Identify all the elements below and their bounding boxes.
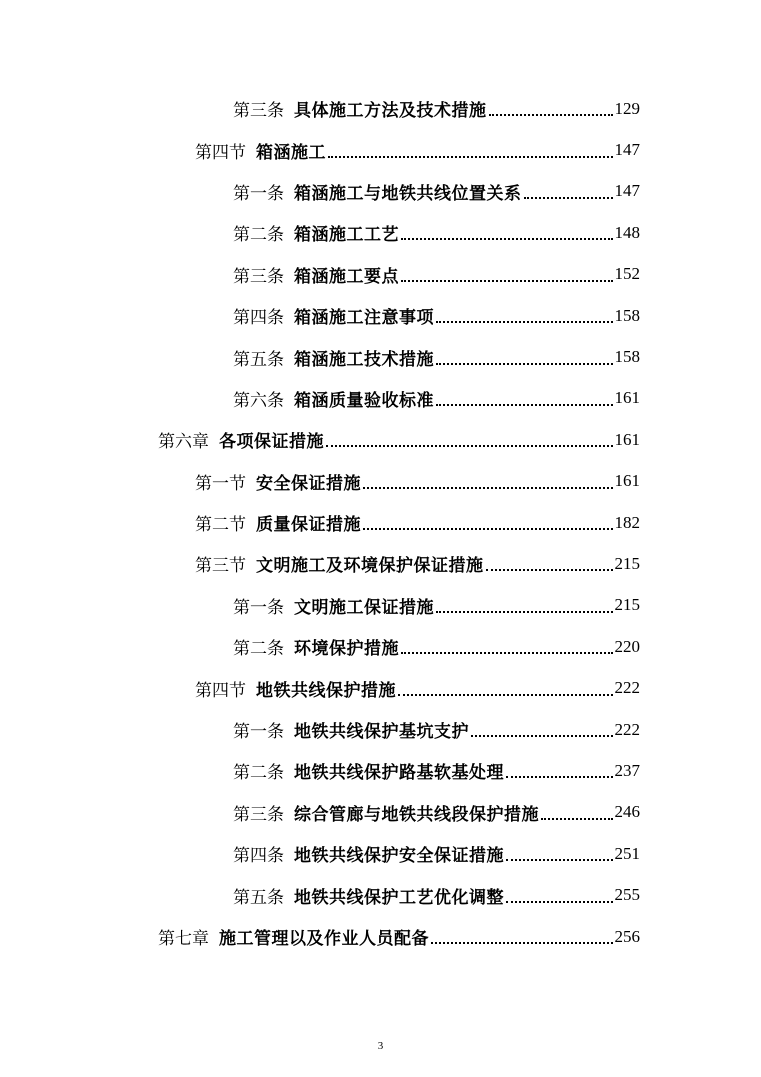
toc-entry-title: 箱涵施工要点 bbox=[294, 266, 399, 287]
toc-entry[interactable] bbox=[0, 336, 761, 377]
toc-entry[interactable] bbox=[0, 626, 761, 667]
dot-leader bbox=[506, 858, 613, 861]
toc-entry[interactable] bbox=[0, 874, 761, 915]
toc-entry-number: 第三条 bbox=[233, 266, 284, 287]
toc-entry-number: 第五条 bbox=[233, 887, 284, 908]
dot-leader bbox=[436, 610, 613, 613]
toc-entry-title: 环境保护措施 bbox=[294, 639, 399, 660]
toc-entry-page: 215 bbox=[614, 595, 640, 615]
toc-entry-number: 第一条 bbox=[233, 597, 284, 618]
toc-entry-number: 第二节 bbox=[195, 515, 246, 536]
toc-entry-title: 具体施工方法及技术措施 bbox=[294, 101, 487, 122]
toc-entry-number: 第三条 bbox=[233, 101, 284, 122]
toc-entry-title: 地铁共线保护安全保证措施 bbox=[294, 846, 504, 867]
dot-leader bbox=[471, 734, 613, 737]
toc-entry-title: 安全保证措施 bbox=[256, 473, 361, 494]
dot-leader bbox=[436, 403, 613, 406]
dot-leader bbox=[401, 279, 613, 282]
toc-entry-page: 161 bbox=[614, 471, 640, 491]
toc-entry[interactable] bbox=[0, 419, 761, 460]
toc-entry-page: 222 bbox=[614, 719, 640, 739]
toc-entry-number: 第四条 bbox=[233, 846, 284, 867]
dot-leader bbox=[363, 527, 613, 530]
dot-leader bbox=[401, 651, 613, 654]
toc-entry-page: 147 bbox=[614, 181, 640, 201]
toc-entry[interactable] bbox=[0, 88, 761, 129]
toc-entry[interactable] bbox=[0, 667, 761, 708]
toc-entry-number: 第一节 bbox=[195, 473, 246, 494]
toc-entry-page: 256 bbox=[614, 926, 640, 946]
toc-entry-number: 第三条 bbox=[233, 804, 284, 825]
toc-entry-number: 第四节 bbox=[195, 142, 246, 163]
toc-entry[interactable] bbox=[0, 295, 761, 336]
toc-entry[interactable] bbox=[0, 833, 761, 874]
toc-entry-page: 215 bbox=[614, 553, 640, 573]
toc-entry-title: 箱涵施工技术措施 bbox=[294, 349, 434, 370]
toc-entry-number: 第二条 bbox=[233, 763, 284, 784]
toc-entry-title: 箱涵施工工艺 bbox=[294, 225, 399, 246]
toc-entry-page: 147 bbox=[614, 140, 640, 160]
toc-entry-page: 255 bbox=[614, 885, 640, 905]
toc-entry-title: 地铁共线保护措施 bbox=[256, 680, 396, 701]
dot-leader bbox=[506, 900, 613, 903]
toc-entry-number: 第一条 bbox=[233, 183, 284, 204]
dot-leader bbox=[524, 196, 613, 199]
dot-leader bbox=[506, 775, 613, 778]
toc-entry-title: 箱涵质量验收标准 bbox=[294, 390, 434, 411]
dot-leader bbox=[431, 941, 613, 944]
toc-entry-page: 129 bbox=[614, 98, 640, 118]
toc-entry-page: 237 bbox=[614, 760, 640, 780]
toc-entry-number: 第七章 bbox=[158, 929, 209, 949]
toc-entry-number: 第四条 bbox=[233, 308, 284, 329]
toc-entry-page: 246 bbox=[614, 802, 640, 822]
toc-entry-title: 文明施工保证措施 bbox=[294, 597, 434, 618]
toc-entry[interactable] bbox=[0, 792, 761, 833]
dot-leader bbox=[541, 817, 613, 820]
toc-entry-title: 箱涵施工注意事项 bbox=[294, 308, 434, 329]
toc-entry[interactable] bbox=[0, 378, 761, 419]
toc-entry-title: 地铁共线保护工艺优化调整 bbox=[294, 887, 504, 908]
dot-leader bbox=[436, 320, 613, 323]
toc-entry[interactable] bbox=[0, 254, 761, 295]
toc-entry-number: 第四节 bbox=[195, 680, 246, 701]
toc-entry-page: 158 bbox=[614, 305, 640, 325]
toc-entry-number: 第三节 bbox=[195, 556, 246, 577]
toc-entry-number: 第二条 bbox=[233, 639, 284, 660]
toc-entry-page: 220 bbox=[614, 636, 640, 656]
dot-leader bbox=[489, 113, 613, 116]
toc-entry-number: 第一条 bbox=[233, 722, 284, 743]
toc-entry-page: 182 bbox=[614, 512, 640, 532]
toc-entry[interactable] bbox=[0, 502, 761, 543]
toc-entry-page: 152 bbox=[614, 264, 640, 284]
toc-entry-title: 各项保证措施 bbox=[219, 432, 324, 453]
dot-leader bbox=[401, 237, 613, 240]
toc-entry-title: 综合管廊与地铁共线段保护措施 bbox=[294, 804, 539, 825]
toc-entry-title: 箱涵施工与地铁共线位置关系 bbox=[294, 183, 522, 204]
toc-entry-title: 箱涵施工 bbox=[256, 142, 326, 163]
toc-entry[interactable] bbox=[0, 585, 761, 626]
toc-entry[interactable] bbox=[0, 461, 761, 502]
toc-entry-title: 地铁共线保护基坑支护 bbox=[294, 722, 469, 743]
toc-entry-page: 251 bbox=[614, 843, 640, 863]
toc-entry-title: 地铁共线保护路基软基处理 bbox=[294, 763, 504, 784]
dot-leader bbox=[398, 693, 613, 696]
dot-leader bbox=[328, 155, 613, 158]
toc-entry[interactable] bbox=[0, 709, 761, 750]
toc-entry[interactable] bbox=[0, 129, 761, 170]
toc-entry-page: 222 bbox=[614, 678, 640, 698]
toc-entry[interactable] bbox=[0, 171, 761, 212]
toc-entry-page: 161 bbox=[614, 388, 640, 408]
toc-entry[interactable] bbox=[0, 750, 761, 791]
toc-entry[interactable] bbox=[0, 543, 761, 584]
dot-leader bbox=[436, 362, 613, 365]
toc-entry[interactable] bbox=[0, 916, 761, 957]
toc-entry-title: 文明施工及环境保护保证措施 bbox=[256, 556, 484, 577]
toc-entry[interactable] bbox=[0, 212, 761, 253]
toc-entry-title: 质量保证措施 bbox=[256, 515, 361, 536]
toc-entry-number: 第五条 bbox=[233, 349, 284, 370]
toc-entry-number: 第二条 bbox=[233, 225, 284, 246]
dot-leader bbox=[363, 486, 613, 489]
dot-leader bbox=[326, 444, 613, 447]
toc-entry-page: 148 bbox=[614, 222, 640, 242]
toc-entry-number: 第六条 bbox=[233, 390, 284, 411]
page-number: 3 bbox=[377, 1040, 384, 1052]
dot-leader bbox=[486, 568, 613, 571]
toc-entry-title: 施工管理以及作业人员配备 bbox=[219, 929, 429, 949]
toc-entry-page: 161 bbox=[614, 429, 640, 449]
toc-entry-number: 第六章 bbox=[158, 432, 209, 453]
table-of-contents bbox=[0, 88, 761, 957]
toc-entry-page: 158 bbox=[614, 347, 640, 367]
